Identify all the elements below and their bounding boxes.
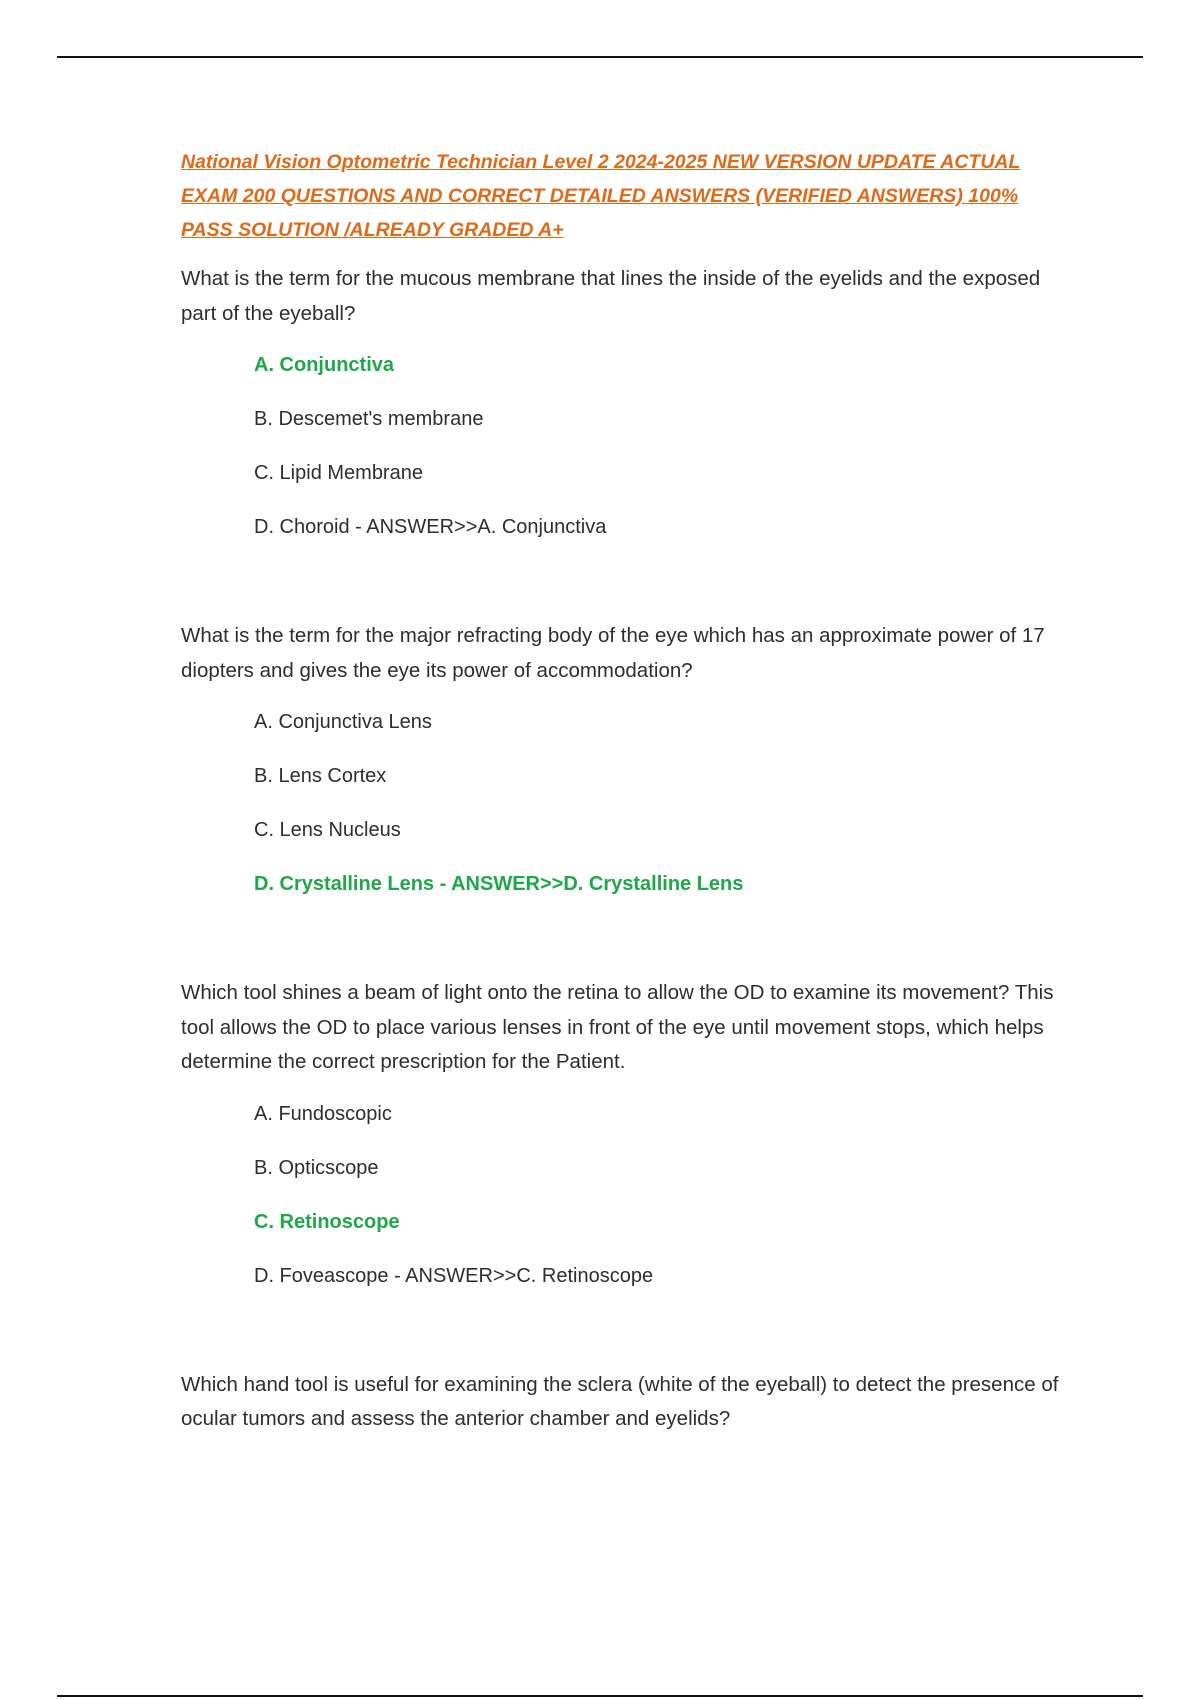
question-text: Which hand tool is useful for examining the sclera (white of the eyeball) to detect the presence of ocular tumors and assess the anterior chamber and eyelids? — [181, 1372, 1059, 1430]
page-content — [181, 145, 1061, 1458]
question-block-1 — [181, 262, 1061, 541]
spacer — [181, 568, 1061, 619]
question-text: What is the term for the mucous membrane that lines the inside of the eyelids and the exposed part of the eyeball? — [181, 267, 1041, 325]
question-block-3 — [181, 976, 1061, 1290]
question-text: What is the term for the major refracting body of the eye which has an approximate power of 17 diopters and gives the eye its power of accommodation? — [181, 624, 1045, 682]
option-b: B. Opticscope — [254, 1156, 379, 1179]
option-d: D. Choroid - ANSWER>>A. Conjunctiva — [254, 516, 607, 538]
question-block-2 — [181, 619, 1061, 898]
answer-options — [181, 352, 1061, 541]
option-a: A. Conjunctiva Lens — [254, 711, 432, 733]
document-title: National Vision Optometric Technician Level 2 2024-2025 NEW VERSION UPDATE ACTUAL EXAM 200 QUESTIONS AND CORRECT DETAILED ANSWERS (VERIFIED ANSWERS) 100% PASS SOLUTION /ALREADY GRADED A+ — [181, 151, 1021, 241]
option-d: D. Crystalline Lens - ANSWER>>D. Crystalline Lens — [254, 873, 744, 895]
option-c: C. Lipid Membrane — [254, 462, 423, 484]
option-c: C. Lens Nucleus — [254, 819, 401, 841]
answer-options — [181, 1101, 1061, 1290]
question-block-4 — [181, 1368, 1061, 1437]
option-a: A. Conjunctiva — [254, 354, 395, 376]
option-c: C. Retinoscope — [254, 1210, 400, 1233]
option-b: B. Lens Cortex — [254, 765, 387, 787]
option-b: B. Descemet's membrane — [254, 408, 484, 430]
bottom-rule — [57, 1695, 1143, 1697]
top-rule — [57, 56, 1143, 58]
option-d: D. Foveascope - ANSWER>>C. Retinoscope — [254, 1264, 654, 1287]
spacer — [181, 1317, 1061, 1368]
answer-options — [181, 709, 1061, 898]
spacer — [181, 925, 1061, 976]
question-text: Which tool shines a beam of light onto the retina to allow the OD to examine its movement? This tool allows the OD to place various lenses in front of the eye until movement stops, which helps determine the correct prescription for the Patient. — [181, 981, 1054, 1073]
option-a: A. Fundoscopic — [254, 1102, 392, 1125]
